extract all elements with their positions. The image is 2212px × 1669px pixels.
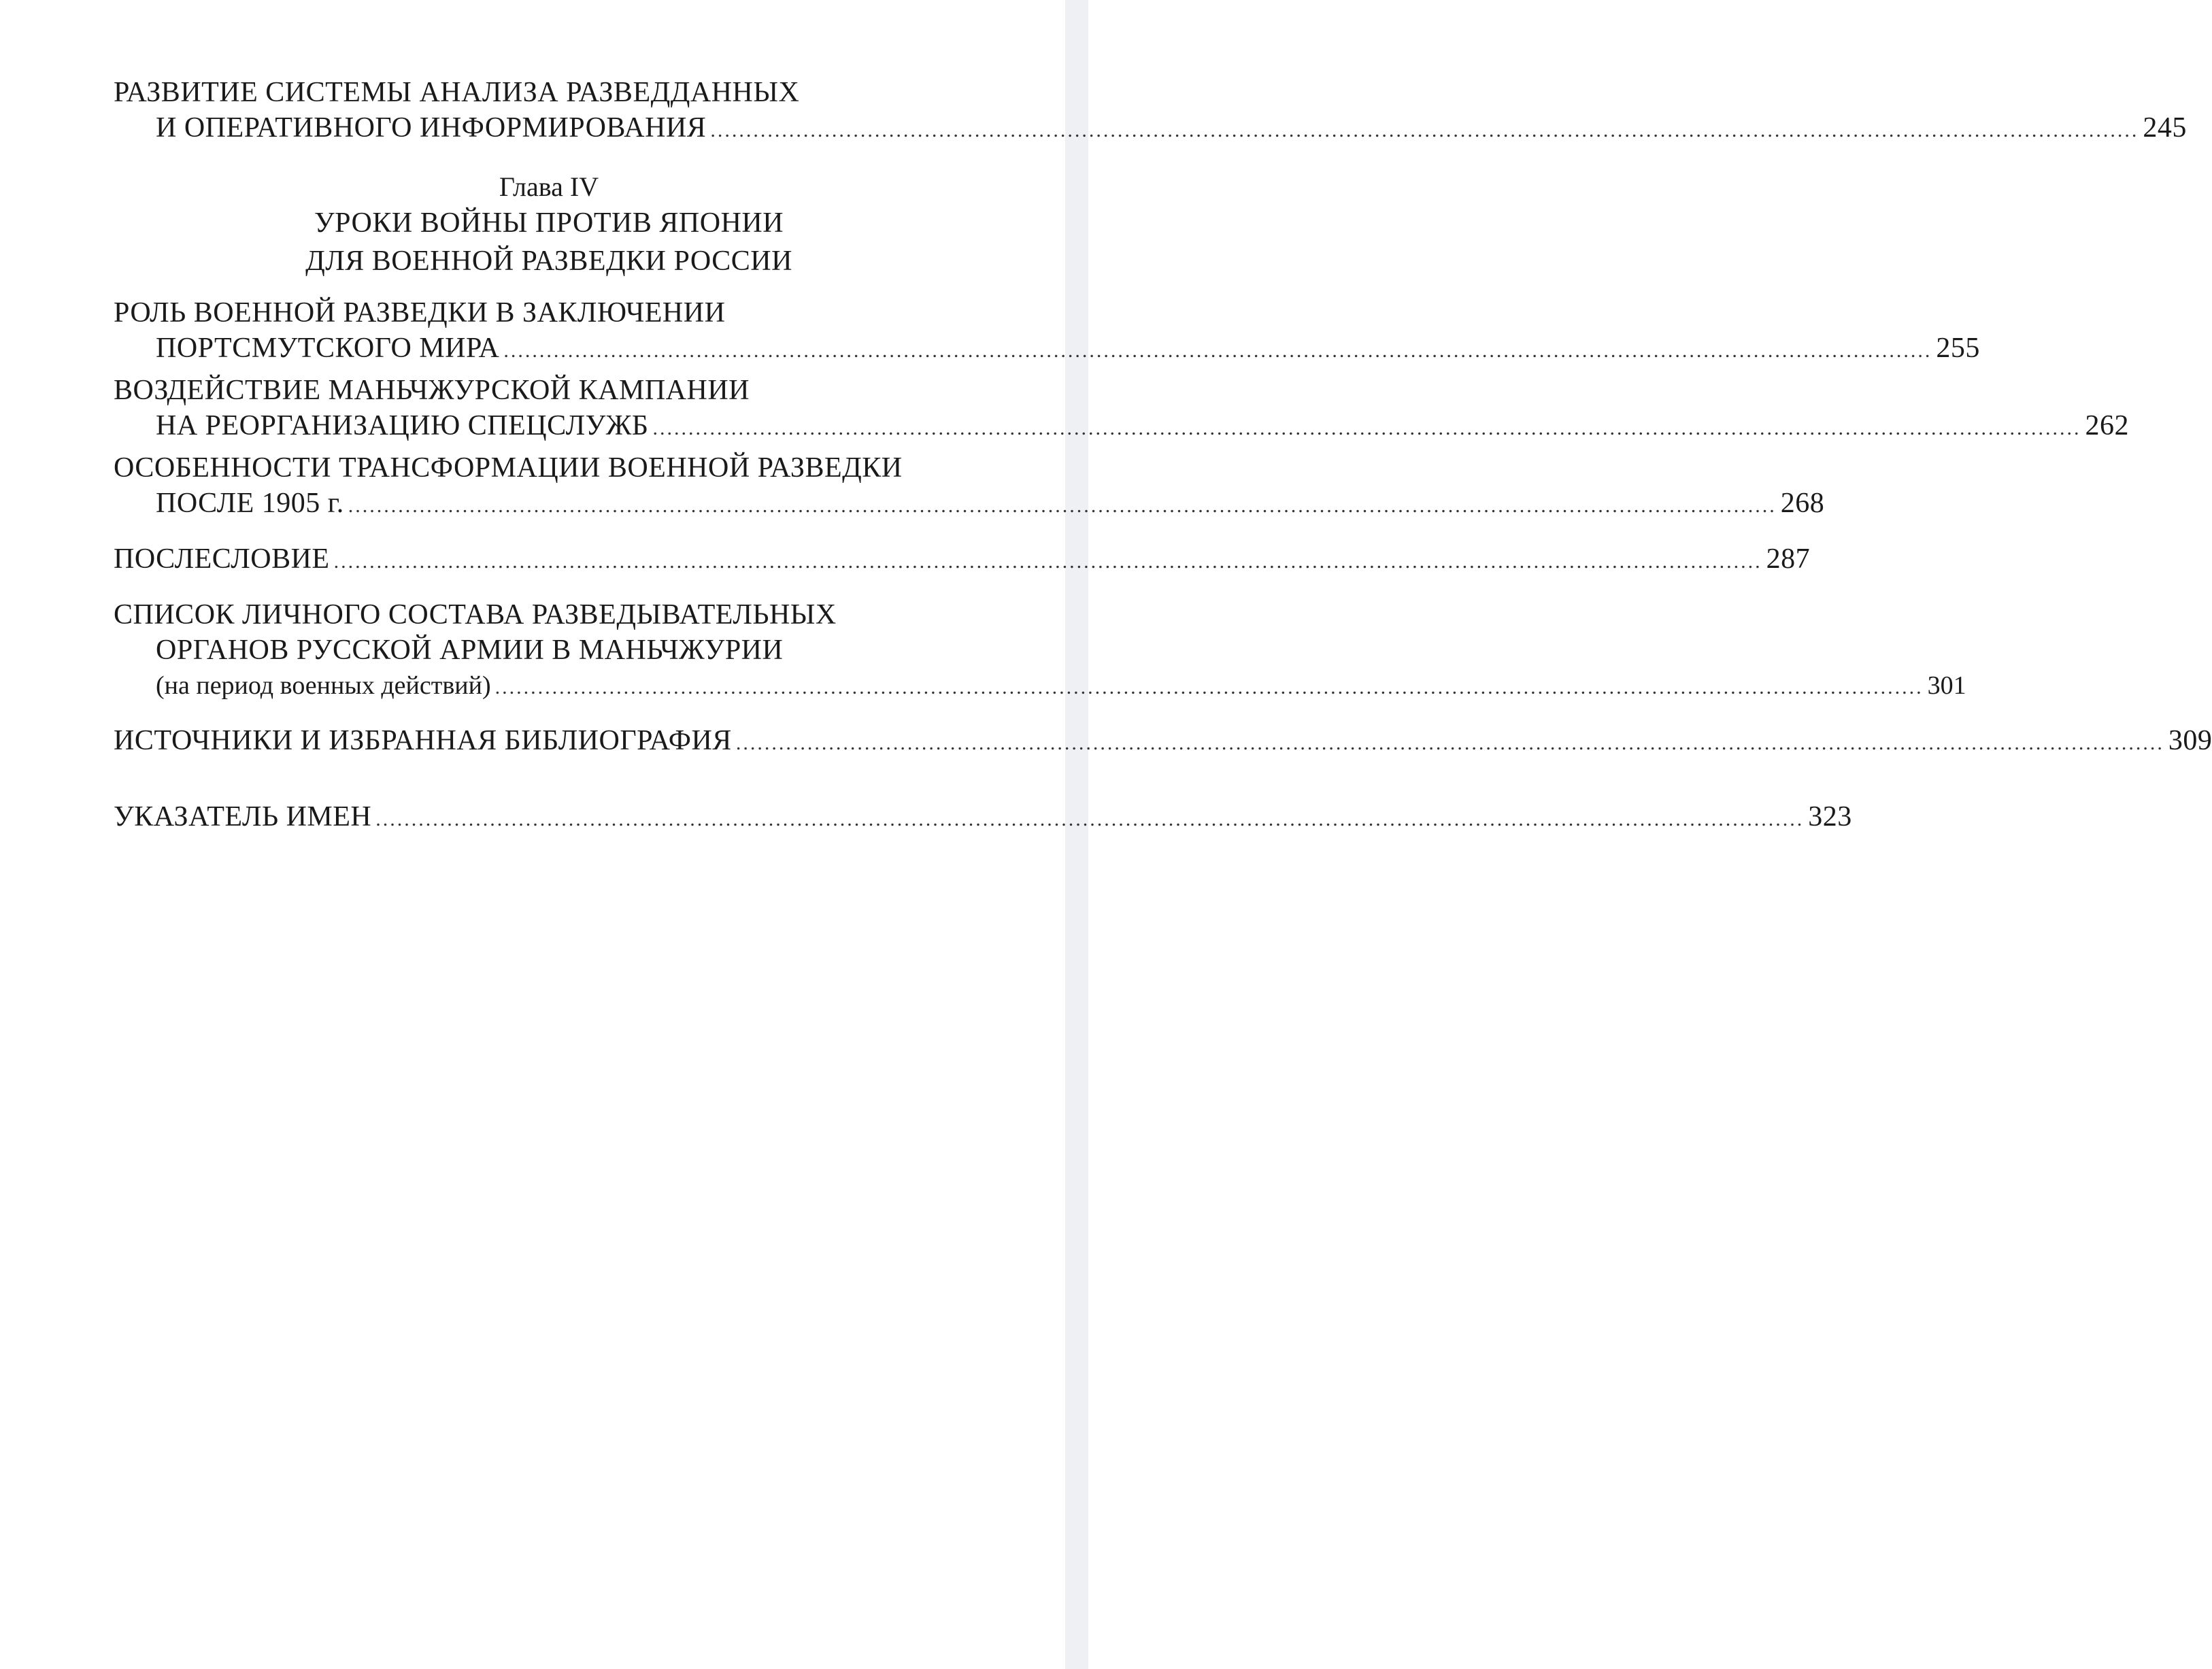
chapter-title-line: УРОКИ ВОЙНЫ ПРОТИВ ЯПОНИИ [314, 207, 784, 239]
chapter-heading [114, 170, 984, 280]
toc-entry-title-line: ОСОБЕННОСТИ ТРАНСФОРМАЦИИ ВОЕННОЙ РАЗВЕДКИ [114, 452, 903, 484]
toc-page-number: 255 [1936, 333, 1980, 364]
toc-entry-reorganization[interactable] [114, 373, 2130, 446]
chapter-label: Глава IV [499, 171, 599, 202]
toc-entry-analysis[interactable] [114, 75, 2187, 148]
toc-page-number: 262 [2085, 410, 2130, 441]
toc-page-number: 323 [1808, 801, 1852, 832]
chapter-title-line: ДЛЯ ВОЕННОЙ РАЗВЕДКИ РОССИИ [305, 246, 792, 277]
toc-entry-title-line: РАЗВИТИЕ СИСТЕМЫ АНАЛИЗА РАЗВЕДДАННЫХ [114, 77, 800, 108]
toc-entry-title-last: НА РЕОРГАНИЗАЦИЮ СПЕЦСЛУЖБ [156, 410, 649, 441]
toc-entry-personnel-list[interactable] [114, 597, 1966, 705]
toc-page-number: 309 [2168, 725, 2212, 756]
toc-page-number: 301 [1927, 671, 1966, 700]
dot-leader: ........................................................................................................................................................................................................ [495, 676, 1924, 698]
dot-leader: ........................................................................................................................................................................................................ [375, 808, 1805, 830]
toc-entry-portsmouth[interactable] [114, 295, 1980, 369]
toc-page-number: 245 [2143, 112, 2187, 144]
toc-entry-title-line: РОЛЬ ВОЕННОЙ РАЗВЕДКИ В ЗАКЛЮЧЕНИИ [114, 297, 726, 328]
toc-entry-title-last: (на период военных действий) [156, 671, 491, 700]
toc-entry-afterword[interactable] [114, 541, 1811, 579]
toc-entry-title-last: УКАЗАТЕЛЬ ИМЕН [114, 801, 372, 832]
toc-entry-title-last: ПОРТСМУТСКОГО МИРА [156, 333, 500, 364]
dot-leader: ........................................................................................................................................................................................................ [735, 732, 2164, 754]
toc-entry-title-line: ОРГАНОВ РУССКОЙ АРМИИ В МАНЬЧЖУРИИ [156, 635, 784, 666]
dot-leader: ........................................................................................................................................................................................................ [710, 119, 2139, 141]
dot-leader: ........................................................................................................................................................................................................ [333, 550, 1762, 573]
toc-entry-title-last: ИСТОЧНИКИ И ИЗБРАННАЯ БИБЛИОГРАФИЯ [114, 725, 732, 756]
dot-leader: ........................................................................................................................................................................................................ [503, 339, 1932, 362]
table-of-contents [114, 75, 2212, 837]
toc-page-number: 287 [1766, 543, 1811, 575]
toc-entry-title-last: ПОСЛЕ 1905 г. [156, 488, 344, 519]
dot-leader: ........................................................................................................................................................................................................ [652, 417, 2081, 439]
toc-entry-title-last: ПОСЛЕСЛОВИЕ [114, 543, 330, 575]
toc-entry-bibliography[interactable] [114, 723, 2212, 761]
dot-leader: ........................................................................................................................................................................................................ [348, 494, 1777, 517]
toc-entry-title-last: И ОПЕРАТИВНОГО ИНФОРМИРОВАНИЯ [156, 112, 707, 144]
toc-page-number: 268 [1780, 488, 1825, 519]
toc-entry-title-line: СПИСОК ЛИЧНОГО СОСТАВА РАЗВЕДЫВАТЕЛЬНЫХ [114, 599, 837, 630]
toc-entry-title-line: ВОЗДЕЙСТВИЕ МАНЬЧЖУРСКОЙ КАМПАНИИ [114, 375, 750, 406]
toc-entry-name-index[interactable] [114, 799, 1852, 837]
toc-entry-transformation[interactable] [114, 450, 1825, 524]
